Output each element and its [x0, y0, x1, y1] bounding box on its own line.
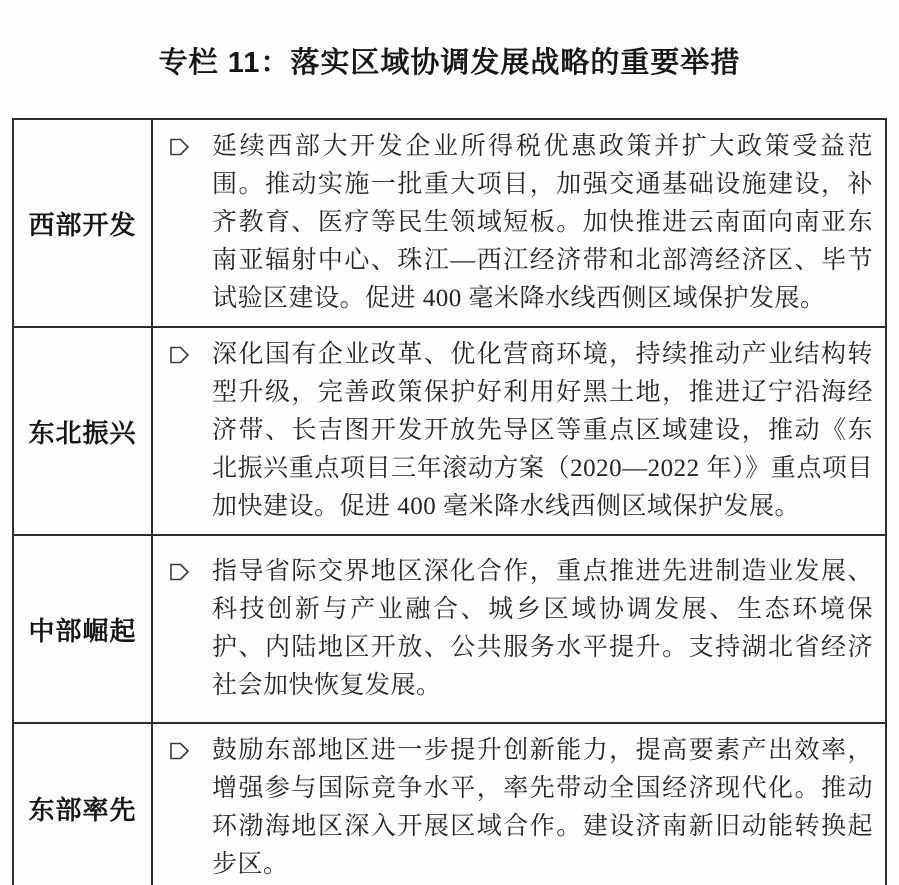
- row-content-cell: [153, 536, 885, 722]
- row-label-cell: [14, 120, 153, 326]
- row-label: 中部崛起: [28, 615, 137, 646]
- row-label: 西部开发: [28, 209, 137, 240]
- right-arrow-outline-icon: [167, 343, 191, 367]
- row-text: 深化国有企业改革、优化营商环境，持续推动产业结构转型升级，完善政策保护好利用好黑土地，推进辽宁沿海经济带、长吉图开发开放先导区等重点区域建设，推动《东北振兴重点项目三年滚动方案（2020—2022 年）》重点项目加快建设。促进 400 毫米降水线西侧区域保护发展。: [212, 341, 873, 520]
- row-label: 东北振兴: [28, 417, 137, 448]
- page-title: 专栏 11：落实区域协调发展战略的重要举措: [158, 47, 741, 79]
- table-row: [14, 536, 885, 724]
- right-arrow-outline-icon: [167, 739, 191, 763]
- table-row: [14, 724, 885, 885]
- right-arrow-outline-icon: [167, 560, 191, 584]
- row-text: 鼓励东部地区进一步提升创新能力，提高要素产出效率，增强参与国际竞争水平，率先带动全国经济现代化。推动环渤海地区深入开展区域合作。建设济南新旧动能转换起步区。: [212, 737, 873, 878]
- right-arrow-outline-icon: [167, 135, 191, 159]
- row-label-cell: [14, 724, 153, 885]
- measures-table: [12, 118, 887, 885]
- table-row: [14, 328, 885, 536]
- row-text: 指导省际交界地区深化合作，重点推进先进制造业发展、科技创新与产业融合、城乡区域协调发展、生态环境保护、内陆地区开放、公共服务水平提升。支持湖北省经济社会加快恢复发展。: [212, 558, 873, 699]
- row-content-cell: [153, 328, 885, 534]
- row-label-cell: [14, 328, 153, 534]
- table-row: [14, 120, 885, 328]
- row-content-cell: [153, 120, 885, 326]
- row-label-cell: [14, 536, 153, 722]
- row-text: 延续西部大开发企业所得税优惠政策并扩大政策受益范围。推动实施一批重大项目，加强交通基础设施建设，补齐教育、医疗等民生领域短板。加快推进云南面向南亚东南亚辐射中心、珠江—西江经济带和北部湾经济区、毕节试验区建设。促进 400 毫米降水线西侧区域保护发展。: [212, 133, 873, 312]
- row-content-cell: [153, 724, 885, 885]
- row-label: 东部率先: [28, 794, 137, 825]
